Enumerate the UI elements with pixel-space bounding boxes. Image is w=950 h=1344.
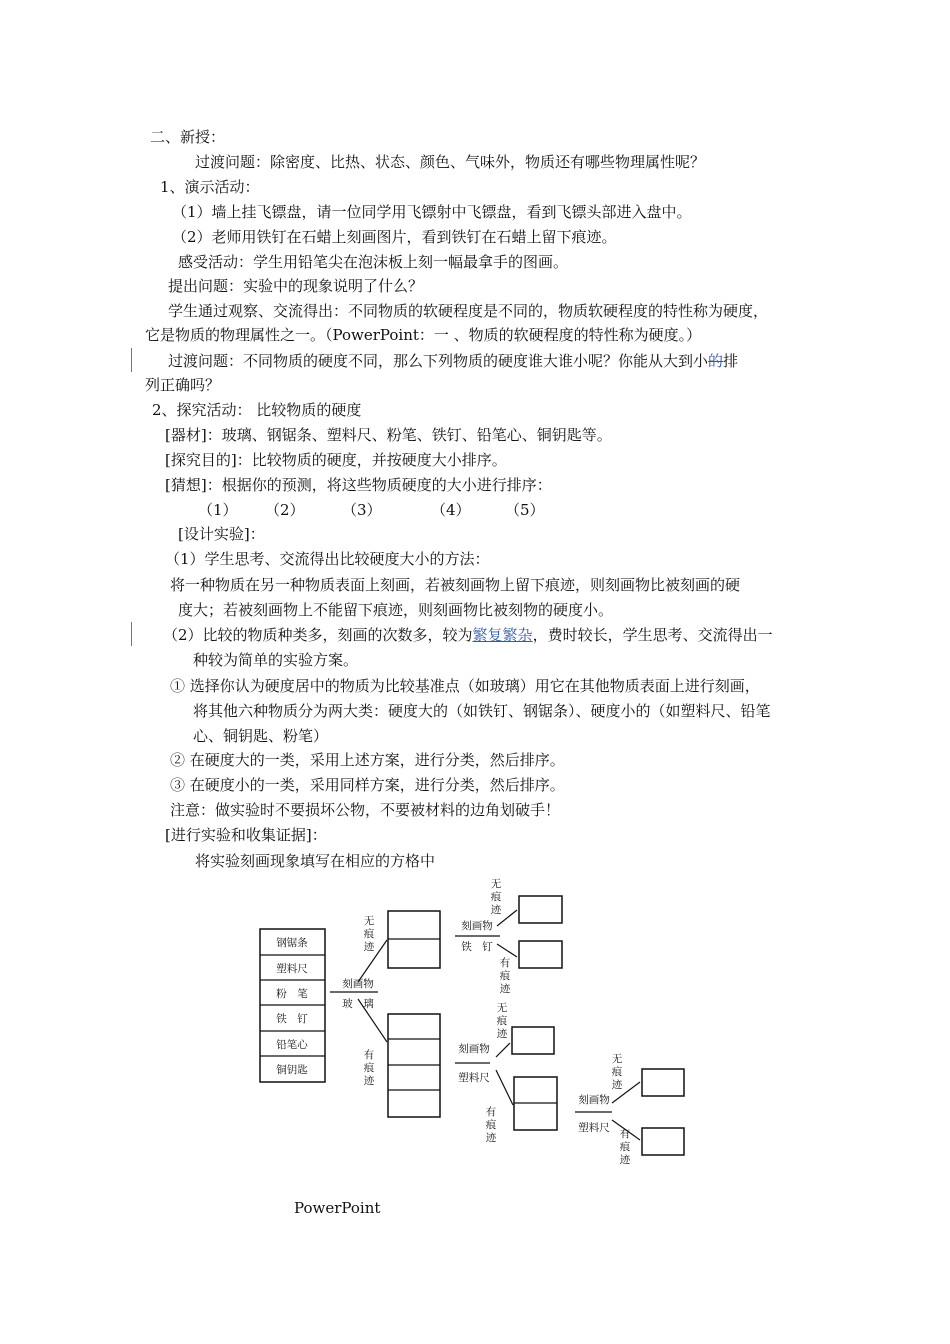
step-2: ② 在硬度大的一类，采用上述方案，进行分类，然后排序。 [170, 751, 565, 769]
transition-question-1: 过渡问题：除密度、比热、状态、颜色、气味外，物质还有哪些物理属性呢？ [195, 153, 706, 171]
step-1-line-2: 将其他六种物质分为两大类：硬度大的（如铁钉、钢锯条）、硬度小的（如塑料尺、铅笔 [193, 702, 771, 720]
collect-evidence: [进行实验和收集证据]： [165, 826, 327, 844]
guess-slot-4: （4） [431, 501, 471, 519]
guess-slot-2: （2） [265, 501, 305, 519]
no-trace-char: 无 [611, 1053, 623, 1065]
has-trace-char: 迹 [363, 1075, 375, 1087]
conclusion-line-1: 学生通过观察、交流得出：不同物质的软硬程度是不同的，物质软硬程度的特性称为硬度， [168, 302, 769, 320]
guess-slot-1: （1） [198, 501, 238, 519]
fill-instruction: 将实验刻画现象填写在相应的方格中 [195, 852, 436, 870]
scratcher-label: 刻画物 [458, 1043, 490, 1055]
method-line-2: 度大；若被刻画物上不能留下痕迹，则刻画物比被刻物的硬度小。 [178, 601, 614, 619]
material-label: 钢锯条 [276, 937, 308, 949]
transition-question-2-end: 排 [723, 352, 739, 370]
has-trace-char: 迹 [619, 1154, 631, 1166]
equipment: [器材]：玻璃、钢锯条、塑料尺、粉笔、铁钉、铅笔心、铜钥匙等。 [165, 426, 612, 444]
demo-activity-heading: 1、演示活动： [160, 178, 260, 196]
material-label: 铁 钉 [276, 1013, 308, 1025]
scratcher-label: 刻画物 [342, 978, 374, 990]
demo-item-1: （1）墙上挂飞镖盘，请一位同学用飞镖射中飞镖盘，看到飞镖头部进入盘中。 [172, 203, 692, 221]
transition-question-2-text: 过渡问题：不同物质的硬度不同，那么下列物质的硬度谁大谁小呢？你能从大到小 [168, 352, 709, 370]
simplify-text: （2）比较的物质种类多，刻画的次数多，较为 [163, 626, 473, 644]
has-trace-char: 有 [619, 1128, 631, 1140]
scratcher-label: 刻画物 [578, 1094, 610, 1106]
scratched-material-label: 塑料尺 [458, 1072, 490, 1084]
no-trace-char: 迹 [611, 1079, 623, 1091]
has-trace-char: 有 [485, 1106, 497, 1118]
demo-item-2: （2）老师用铁钉在石蜡上刻画图片，看到铁钉在石蜡上留下痕迹。 [172, 228, 617, 246]
no-trace-char: 痕 [363, 928, 375, 940]
transition-question-2-cont: 列正确吗？ [145, 376, 221, 394]
scratcher-label: 刻画物 [461, 920, 493, 932]
simplify-text-end: ，费时较长，学生思考、交流得出一 [532, 626, 773, 644]
no-trace-char: 痕 [490, 891, 502, 903]
design-experiment: [设计实验]： [178, 525, 265, 543]
no-trace-char: 痕 [611, 1066, 623, 1078]
guess-slot-5: （5） [505, 501, 545, 519]
step-1-line-3: 心、铜钥匙、粉笔） [193, 727, 329, 745]
material-label: 铜钥匙 [276, 1064, 308, 1076]
explore-activity-heading: 2、探究活动： 比较物质的硬度 [152, 401, 362, 419]
no-trace-char: 迹 [496, 1028, 508, 1040]
has-trace-char: 痕 [619, 1141, 631, 1153]
conclusion-line-2: 它是物质的物理属性之一。（PowerPoint：一 、物质的软硬程度的特性称为硬度。） [145, 326, 702, 344]
material-label: 粉 笔 [276, 988, 308, 1000]
tracked-deletion: 的 [708, 352, 724, 370]
section-heading: 二、新授： [150, 128, 226, 146]
method-line-1: 将一种物质在另一种物质表面上刻画，若被刻画物上留下痕迹，则刻画物比被刻画的硬 [170, 576, 741, 594]
scratched-material-label: 塑料尺 [578, 1122, 610, 1134]
footer-label: PowerPoint [294, 1199, 381, 1217]
method-heading: （1）学生思考、交流得出比较硬度大小的方法： [165, 550, 490, 568]
no-trace-char: 迹 [490, 904, 502, 916]
scratched-material-label: 铁 钉 [461, 941, 493, 953]
no-trace-char: 痕 [496, 1015, 508, 1027]
no-trace-char: 无 [363, 915, 375, 927]
scratched-material-label: 玻 璃 [342, 998, 374, 1010]
tracked-insertion: 繁复繁杂 [472, 626, 533, 644]
no-trace-char: 无 [496, 1002, 508, 1014]
material-label: 铅笔心 [276, 1039, 308, 1051]
guess-slot-3: （3） [342, 501, 382, 519]
has-trace-char: 迹 [485, 1132, 497, 1144]
has-trace-char: 有 [499, 957, 511, 969]
feel-activity: 感受活动：学生用铅笔尖在泡沫板上刻一幅最拿手的图画。 [178, 253, 569, 271]
has-trace-char: 痕 [485, 1119, 497, 1131]
no-trace-char: 迹 [363, 941, 375, 953]
step-1-line-1: ① 选择你认为硬度居中的物质为比较基准点（如玻璃）用它在其他物质表面上进行刻画， [170, 677, 760, 695]
no-trace-char: 无 [490, 878, 502, 890]
step-3: ③ 在硬度小的一类，采用同样方案，进行分类，然后排序。 [170, 776, 565, 794]
material-label: 塑料尺 [276, 963, 308, 975]
simplify-line-2: 种较为简单的实验方案。 [193, 651, 359, 669]
has-trace-char: 痕 [363, 1062, 375, 1074]
has-trace-char: 痕 [499, 970, 511, 982]
safety-note: 注意：做实验时不要损坏公物，不要被材料的边角划破手！ [170, 801, 561, 819]
has-trace-char: 迹 [499, 983, 511, 995]
hypothesis: [猜想]：根据你的预测，将这些物质硬度的大小进行排序： [165, 476, 552, 494]
question-raised: 提出问题：实验中的现象说明了什么？ [168, 277, 424, 295]
has-trace-char: 有 [363, 1049, 375, 1061]
purpose: [探究目的]：比较物质的硬度，并按硬度大小排序。 [165, 451, 507, 469]
